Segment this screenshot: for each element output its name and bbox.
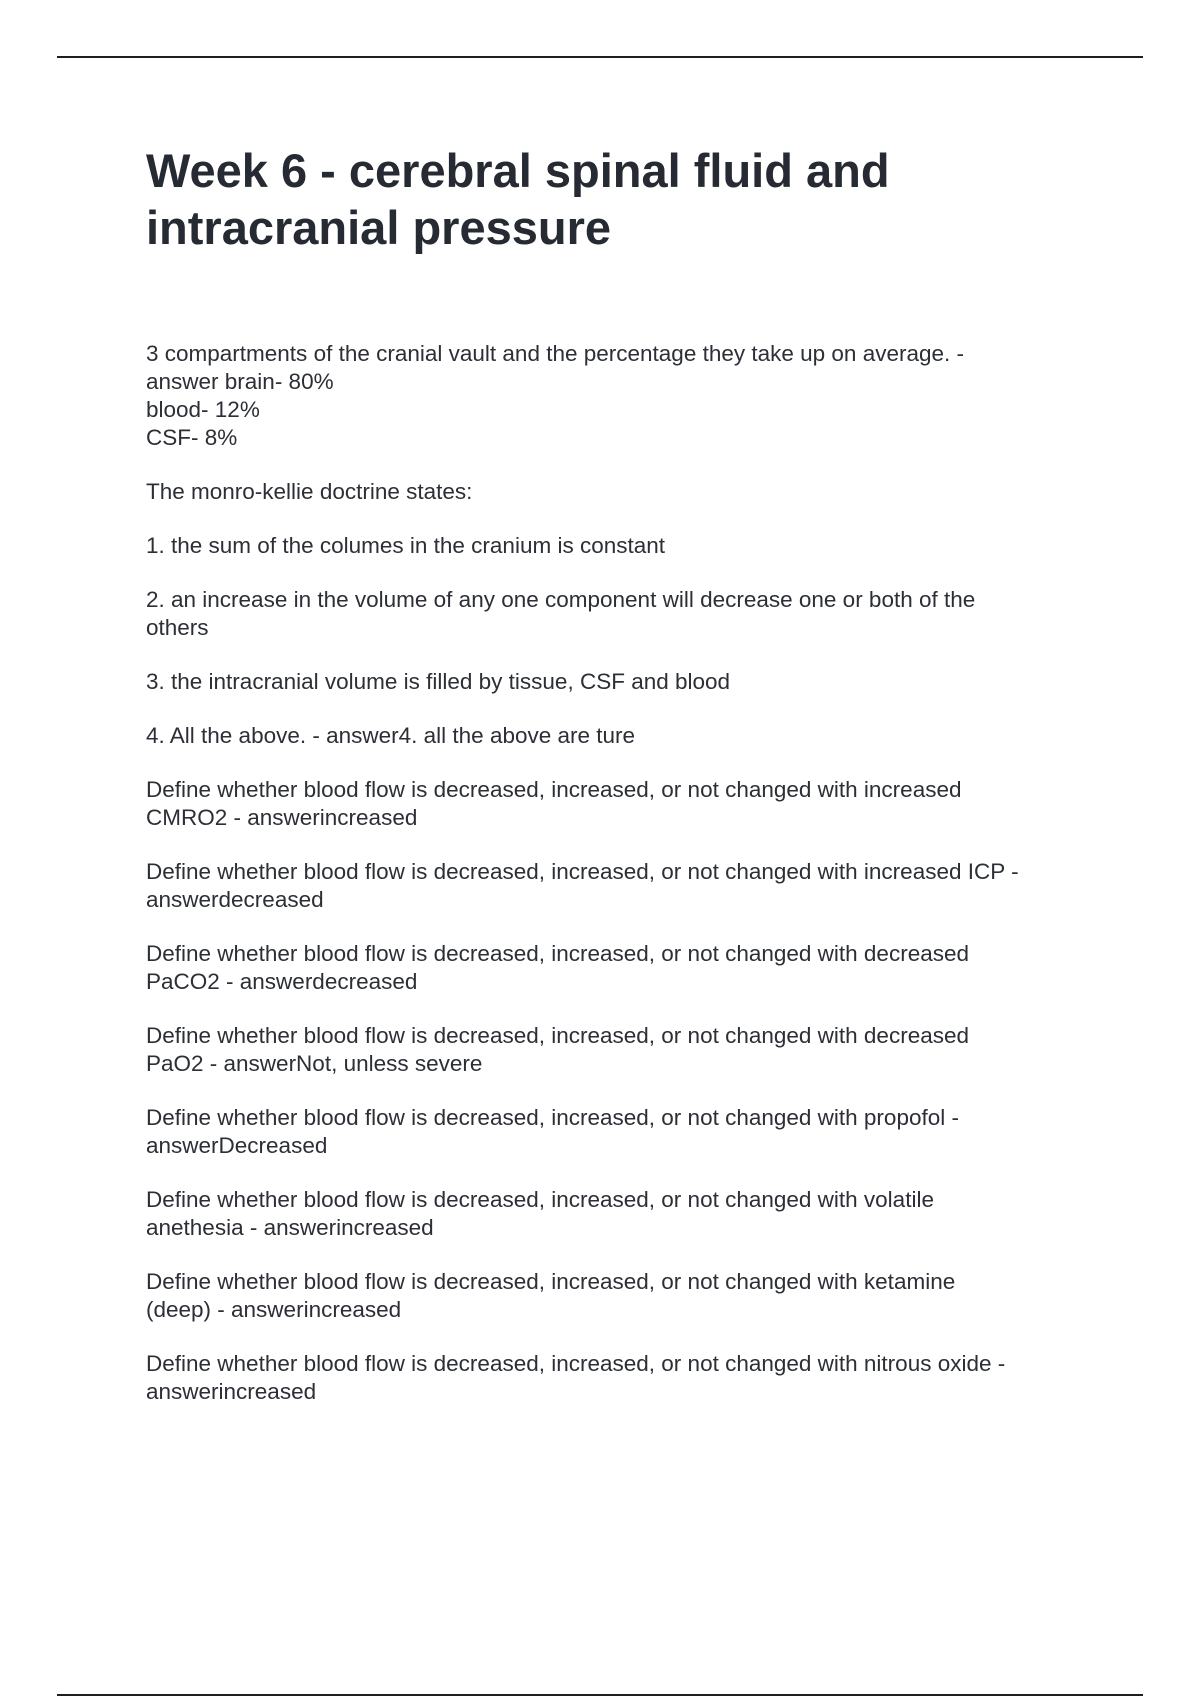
paragraph-line: others (146, 615, 209, 640)
qa-paragraph (146, 722, 1086, 750)
document-body (146, 340, 1086, 1406)
document-content (146, 142, 1086, 1432)
qa-paragraph (146, 478, 1086, 506)
qa-paragraph (146, 1104, 1086, 1160)
paragraph-line: (deep) - answerincreased (146, 1297, 402, 1322)
qa-paragraph (146, 1268, 1086, 1324)
paragraph-line: Define whether blood flow is decreased, increased, or not changed with decreased (146, 1023, 969, 1048)
paragraph-line: 3. the intracranial volume is filled by tissue, CSF and blood (146, 669, 731, 694)
qa-paragraph (146, 940, 1086, 996)
paragraph-line: 2. an increase in the volume of any one component will decrease one or both of the (146, 587, 976, 612)
paragraph-line: answerdecreased (146, 887, 324, 912)
paragraph-line: Define whether blood flow is decreased, increased, or not changed with ketamine (146, 1269, 956, 1294)
paragraph-line: Define whether blood flow is decreased, increased, or not changed with decreased (146, 941, 969, 966)
paragraph-line: 4. All the above. - answer4. all the above are ture (146, 723, 636, 748)
paragraph-line: Define whether blood flow is decreased, increased, or not changed with increased ICP - (146, 859, 1019, 884)
page-title-line-2: intracranial pressure (146, 201, 611, 254)
qa-paragraph (146, 340, 1086, 452)
paragraph-line: answer brain- 80% (146, 369, 334, 394)
paragraph-line: The monro-kellie doctrine states: (146, 479, 473, 504)
paragraph-line: PaCO2 - answerdecreased (146, 969, 418, 994)
qa-paragraph (146, 586, 1086, 642)
paragraph-line: Define whether blood flow is decreased, increased, or not changed with volatile (146, 1187, 934, 1212)
paragraph-line: CSF- 8% (146, 425, 238, 450)
paragraph-line: Define whether blood flow is decreased, increased, or not changed with propofol - (146, 1105, 959, 1130)
paragraph-line: Define whether blood flow is decreased, increased, or not changed with increased (146, 777, 962, 802)
paragraph-line: anethesia - answerincreased (146, 1215, 434, 1240)
page-title (146, 142, 1086, 256)
paragraph-line: answerincreased (146, 1379, 317, 1404)
qa-paragraph (146, 532, 1086, 560)
qa-paragraph (146, 1186, 1086, 1242)
qa-paragraph (146, 668, 1086, 696)
top-divider (57, 56, 1143, 58)
qa-paragraph (146, 1022, 1086, 1078)
paragraph-line: 3 compartments of the cranial vault and the percentage they take up on average. - (146, 341, 964, 366)
paragraph-line: Define whether blood flow is decreased, increased, or not changed with nitrous oxide - (146, 1351, 1006, 1376)
paragraph-line: blood- 12% (146, 397, 260, 422)
qa-paragraph (146, 1350, 1086, 1406)
qa-paragraph (146, 858, 1086, 914)
page-title-line-1: Week 6 - cerebral spinal fluid and (146, 144, 890, 197)
paragraph-line: answerDecreased (146, 1133, 328, 1158)
bottom-divider (57, 1694, 1143, 1696)
qa-paragraph (146, 776, 1086, 832)
paragraph-line: CMRO2 - answerincreased (146, 805, 418, 830)
paragraph-line: PaO2 - answerNot, unless severe (146, 1051, 483, 1076)
paragraph-line: 1. the sum of the columes in the cranium is constant (146, 533, 666, 558)
